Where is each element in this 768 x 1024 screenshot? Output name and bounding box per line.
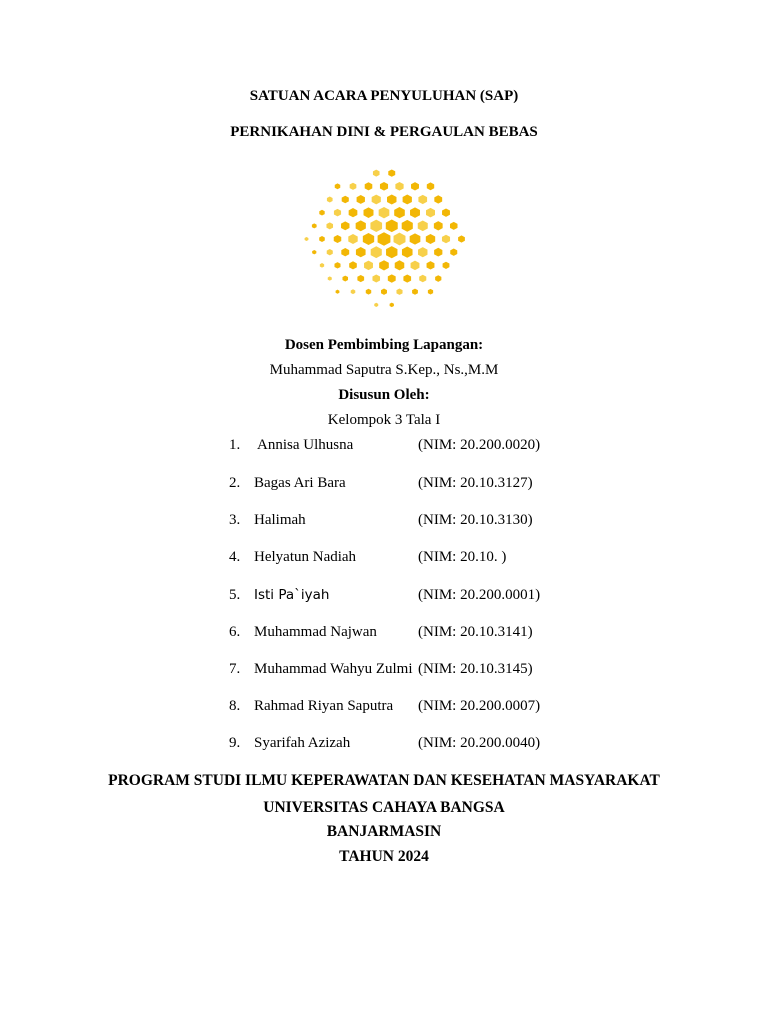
logo-dot <box>427 182 434 190</box>
logo-dot <box>411 182 419 190</box>
logo-dot <box>412 289 418 295</box>
logo-dot <box>312 223 317 228</box>
logo-dot <box>403 274 411 282</box>
document-title: SATUAN ACARA PENYULUHAN (SAP) <box>249 88 519 104</box>
supervisor-name: Muhammad Saputra S.Kep., Ns.,M.M <box>269 362 499 378</box>
logo-dot <box>380 182 388 191</box>
member-number: 5. <box>229 587 241 603</box>
logo-dot <box>334 209 341 217</box>
member-number: 6. <box>229 624 241 640</box>
logo-dot <box>342 196 349 204</box>
logo-dot <box>418 195 427 204</box>
logo-dot <box>418 247 427 257</box>
logo-dot <box>442 208 450 216</box>
university-logo-icon <box>298 164 470 314</box>
logo-dot <box>402 220 413 232</box>
logo-dot <box>372 195 381 205</box>
logo-dot <box>450 222 458 230</box>
logo-dot <box>418 221 428 232</box>
logo-dot <box>390 303 394 308</box>
member-nim: (NIM: 20.10. ) <box>418 549 507 565</box>
member-nim: (NIM: 20.200.0040) <box>418 735 541 751</box>
logo-dot <box>357 275 364 282</box>
member-name: Rahmad Riyan Saputra <box>254 698 394 714</box>
logo-dot <box>388 274 396 282</box>
logo-dot <box>372 275 380 283</box>
logo-dot <box>402 247 413 258</box>
logo-dot <box>370 220 382 232</box>
year-label: TAHUN 2024 <box>339 848 429 865</box>
logo-dot <box>348 234 357 244</box>
logo-dot <box>349 208 358 217</box>
logo-dot <box>394 233 406 246</box>
member-name: Isti Pa`iyah <box>254 587 330 603</box>
member-nim: (NIM: 20.10.3145) <box>418 661 533 677</box>
logo-dot <box>327 249 333 255</box>
member-nim: (NIM: 20.10.3130) <box>418 512 533 528</box>
logo-dot <box>378 232 391 246</box>
logo-dot <box>319 210 324 216</box>
logo-dot <box>341 248 349 256</box>
logo-dot <box>426 208 435 218</box>
logo-dot <box>363 233 374 245</box>
logo-dot <box>379 207 390 218</box>
logo-dot <box>435 275 441 282</box>
document-subtitle: PERNIKAHAN DINI & PERGAULAN BEBAS <box>230 124 538 140</box>
group-name: Kelompok 3 Tala I <box>327 412 441 428</box>
logo-dot <box>403 195 412 205</box>
logo-dot <box>426 234 435 244</box>
logo-dot <box>328 276 332 280</box>
logo-dot <box>366 289 371 295</box>
logo-dot <box>410 233 421 244</box>
logo-dot <box>395 260 405 270</box>
logo-dot <box>434 221 443 230</box>
member-nim: (NIM: 20.10.3127) <box>418 475 533 491</box>
program-name: PROGRAM STUDI ILMU KEPERAWATAN DAN KESEHATAN MASYARAKAT <box>108 772 660 789</box>
logo-dot <box>396 288 402 294</box>
authors-heading: Disusun Oleh: <box>338 387 430 403</box>
logo-dot <box>357 195 365 204</box>
logo-dot <box>336 290 340 294</box>
logo-dot <box>373 170 380 177</box>
logo-dot <box>327 196 333 202</box>
logo-dot <box>341 221 349 230</box>
member-nim: (NIM: 20.200.0007) <box>418 698 541 714</box>
member-number: 1. <box>229 437 241 453</box>
member-number: 7. <box>229 661 241 677</box>
logo-dot <box>334 235 342 243</box>
logo-dot <box>350 183 357 190</box>
logo-dot <box>320 263 324 268</box>
city-name: BANJARMASIN <box>326 823 442 840</box>
supervisor-heading: Dosen Pembimbing Lapangan: <box>284 337 484 353</box>
university-name: UNIVERSITAS CAHAYA BANGSA <box>263 799 505 816</box>
member-nim: (NIM: 20.200.0020) <box>418 437 541 453</box>
logo-dot <box>450 248 457 255</box>
member-number: 8. <box>229 698 241 714</box>
member-number: 9. <box>229 735 241 751</box>
member-name: Syarifah Azizah <box>254 735 351 751</box>
logo-dot <box>356 220 366 231</box>
logo-dot <box>326 222 333 229</box>
logo-dot <box>364 207 374 218</box>
logo-dot <box>371 246 382 258</box>
member-number: 4. <box>229 549 241 565</box>
logo-dot <box>356 247 366 257</box>
member-name: Muhammad Najwan <box>254 624 377 640</box>
logo-dot <box>312 250 316 254</box>
logo-dot <box>428 289 433 295</box>
logo-dot <box>411 261 420 270</box>
logo-dot <box>381 289 387 295</box>
member-name: Helyatun Nadiah <box>254 549 357 565</box>
logo-dot <box>374 303 378 307</box>
member-nim: (NIM: 20.200.0001) <box>418 587 541 603</box>
logo-dot <box>342 276 348 282</box>
logo-dot <box>442 235 450 244</box>
logo-dot <box>427 261 435 269</box>
logo-dot <box>364 261 373 270</box>
logo-dot <box>443 262 450 269</box>
member-name: Muhammad Wahyu Zulmi <box>254 661 413 677</box>
logo-dot <box>386 246 397 258</box>
member-number: 2. <box>229 475 241 491</box>
logo-dot <box>379 260 389 270</box>
logo-dot <box>419 275 426 283</box>
logo-dot <box>388 169 395 176</box>
logo-dot <box>386 219 398 232</box>
logo-dot <box>395 182 403 191</box>
member-nim: (NIM: 20.10.3141) <box>418 624 533 640</box>
logo-dot <box>434 248 442 257</box>
logo-dot <box>365 182 373 190</box>
logo-dot <box>351 289 356 294</box>
logo-dot <box>334 262 340 268</box>
logo-dot <box>305 237 309 241</box>
logo-dot <box>349 261 357 269</box>
logo-dot <box>319 236 325 242</box>
logo-dot <box>434 195 442 203</box>
member-number: 3. <box>229 512 241 528</box>
member-name: Bagas Ari Bara <box>254 475 346 491</box>
member-name: Annisa Ulhusna <box>257 437 354 453</box>
logo-dot <box>394 207 405 218</box>
logo-dot <box>335 183 341 189</box>
logo-dot <box>458 235 465 242</box>
logo-dot <box>410 207 420 218</box>
member-name: Halimah <box>254 512 306 528</box>
logo-dot <box>387 194 396 204</box>
